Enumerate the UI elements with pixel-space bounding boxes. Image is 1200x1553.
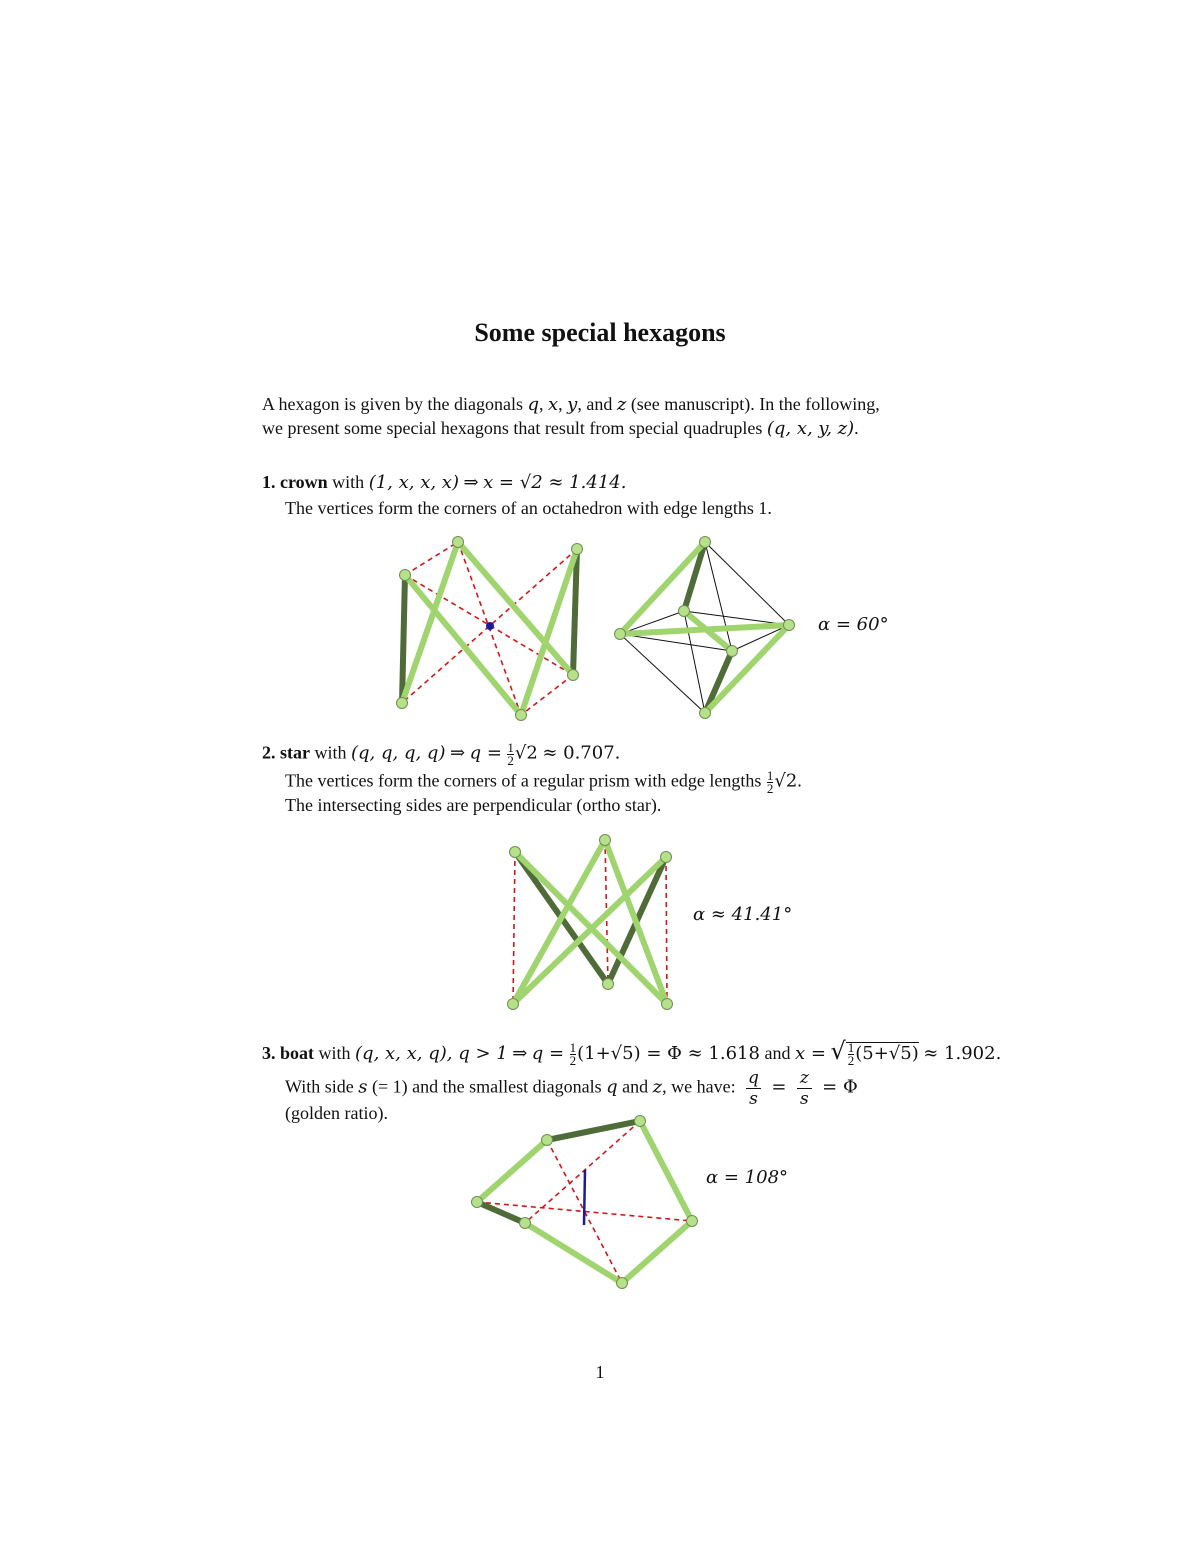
section-name: crown bbox=[280, 472, 328, 492]
result-q-value: (1+√5) = Φ ≈ 1.618 bbox=[577, 1043, 760, 1064]
crown-figure bbox=[390, 535, 590, 725]
sqrt-two: √2 bbox=[774, 770, 798, 792]
with-word: with bbox=[314, 742, 347, 763]
var-q: q bbox=[527, 394, 539, 415]
desc-text: , we have: bbox=[662, 1076, 736, 1097]
desc-text: With side bbox=[285, 1076, 354, 1097]
frac-den: 2 bbox=[847, 1053, 855, 1069]
desc-text: and bbox=[622, 1076, 649, 1097]
intro-line-1: A hexagon is given by the diagonals q, x, y, and z (see manuscript). In the following, bbox=[262, 394, 880, 415]
result-lhs: q = bbox=[469, 742, 502, 764]
section-1-desc: The vertices form the corners of an octahedron with edge lengths 1. bbox=[285, 498, 772, 518]
intro-text: we present some special hexagons that result from special quadruples bbox=[262, 418, 763, 438]
implies: ⇒ bbox=[512, 1043, 528, 1064]
result-x-lhs: x = bbox=[794, 1043, 826, 1064]
frac-num: q bbox=[748, 1068, 759, 1088]
section-3-heading bbox=[262, 1037, 1001, 1067]
frac-den: 2 bbox=[569, 1053, 577, 1069]
half-fraction bbox=[767, 770, 774, 795]
half-fraction bbox=[848, 1042, 855, 1067]
section-1-heading bbox=[262, 472, 626, 493]
section-2-heading bbox=[262, 742, 620, 767]
implies: ⇒ bbox=[463, 472, 479, 493]
frac-num: 1 bbox=[507, 740, 514, 755]
var-z: z bbox=[652, 1076, 663, 1098]
section-3-desc-2: (golden ratio). bbox=[285, 1103, 388, 1123]
desc-text: (= 1) and the smallest diagonals bbox=[372, 1076, 602, 1097]
frac-den: s bbox=[797, 1088, 812, 1109]
section-number: 3. bbox=[262, 1043, 276, 1063]
frac-num: z bbox=[799, 1068, 809, 1088]
and-word: and bbox=[764, 1043, 791, 1063]
octahedron-figure bbox=[612, 535, 797, 725]
var-s: s bbox=[358, 1076, 368, 1098]
boat-figure bbox=[468, 1115, 703, 1295]
result: x = √2 ≈ 1.414. bbox=[483, 472, 627, 493]
tuple: (1, x, x, x) bbox=[368, 472, 459, 493]
half-fraction bbox=[507, 742, 514, 767]
frac-den: 2 bbox=[766, 781, 774, 796]
var-z: z bbox=[616, 394, 627, 415]
page-title: Some special hexagons bbox=[474, 318, 726, 347]
tuple: (q, x, x, q), q > 1 bbox=[355, 1043, 508, 1064]
ratio-z-s bbox=[797, 1068, 812, 1109]
result-x-value: ≈ 1.902. bbox=[923, 1043, 1002, 1064]
section-name: boat bbox=[280, 1043, 315, 1063]
ratio-q-s bbox=[746, 1068, 761, 1109]
golden-ratio-value: = Φ bbox=[822, 1076, 858, 1098]
section-2-desc-2: The intersecting sides are perpendicular (ortho star). bbox=[285, 795, 662, 815]
with-word: with bbox=[332, 472, 365, 492]
intro-text: (see manuscript). In the following, bbox=[630, 394, 880, 414]
frac-num: 1 bbox=[766, 768, 774, 783]
sqrt-inner: (5+√5) bbox=[855, 1043, 919, 1064]
frac-num: 1 bbox=[569, 1040, 577, 1056]
boat-axis bbox=[584, 1170, 585, 1225]
angle-label-boat: α = 108° bbox=[706, 1167, 789, 1188]
tuple: (q, q, q, q) bbox=[351, 742, 446, 764]
section-number: 2. bbox=[262, 742, 276, 763]
crown-center-dot bbox=[486, 622, 494, 630]
var-q: q bbox=[606, 1076, 618, 1098]
section-name: star bbox=[280, 742, 310, 763]
angle-label-crown: α = 60° bbox=[818, 614, 889, 635]
frac-den: s bbox=[746, 1088, 761, 1109]
var-y: y bbox=[567, 394, 578, 415]
intro-and: and bbox=[586, 394, 613, 414]
sqrt-sign: √ bbox=[830, 1037, 846, 1065]
frac-num: 1 bbox=[847, 1040, 855, 1056]
star-sticks bbox=[513, 840, 667, 1004]
octahedron-sticks bbox=[620, 542, 789, 713]
sqrt-two: √2 bbox=[514, 742, 538, 764]
sqrt-body bbox=[846, 1040, 919, 1069]
intro-line-2: we present some special hexagons that result from special quadruples (q, x, y, z). bbox=[262, 418, 859, 439]
desc-text: The vertices form the corners of a regular prism with edge lengths bbox=[285, 770, 762, 791]
intro-text: A hexagon is given by the diagonals bbox=[262, 394, 523, 414]
result-value: ≈ 0.707. bbox=[542, 742, 621, 764]
page-number: 1 bbox=[595, 1362, 605, 1382]
frac-den: 2 bbox=[507, 753, 514, 768]
equals: = bbox=[771, 1076, 787, 1098]
angle-label-star: α ≈ 41.41° bbox=[693, 904, 793, 925]
section-number: 1. bbox=[262, 472, 276, 492]
result-q-lhs: q = bbox=[531, 1043, 565, 1064]
half-fraction bbox=[570, 1042, 577, 1067]
var-x: x bbox=[548, 394, 559, 415]
quadruple: (q, x, y, z) bbox=[766, 418, 855, 439]
with-word: with bbox=[318, 1043, 351, 1063]
section-2-desc-1: The vertices form the corners of a regular prism with edge lengths $\frac{1}{2}$ √2. bbox=[285, 768, 802, 796]
star-figure bbox=[505, 832, 680, 1012]
implies: ⇒ bbox=[449, 742, 466, 764]
